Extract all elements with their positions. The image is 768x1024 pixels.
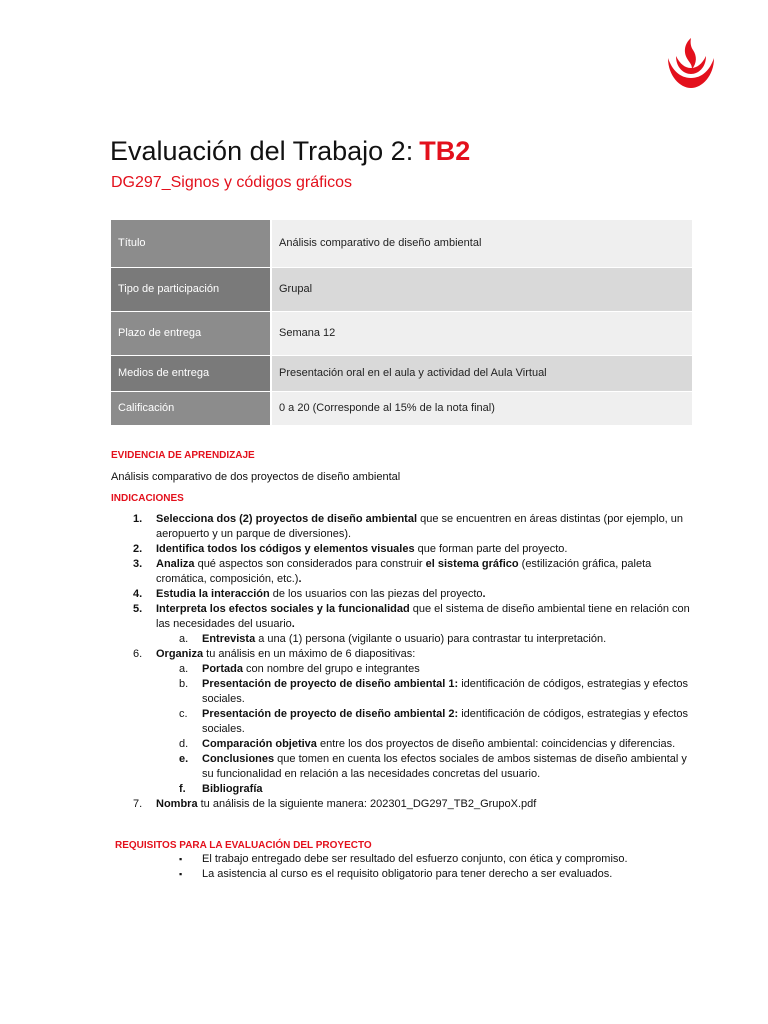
row-key: Medios de entrega [111, 355, 271, 391]
list-item: 1. Selecciona dos (2) proyectos de diseño ambiental que se encuentren en áreas distintas (por ejemplo, un aeropuerto y un parque de diversiones). [133, 513, 684, 540]
row-value: 0 a 20 (Corresponde al 15% de la nota final) [271, 391, 692, 425]
sub-item: b. Presentación de proyecto de diseño ambiental 1: identificación de códigos, estrategias y efectos sociales. [179, 678, 689, 705]
sub-item: e. Conclusiones que tomen en cuenta los efectos sociales de ambos sistemas de diseño ambiental y su funcionalidad en relación a las necesidades concretas del usuario. [179, 753, 687, 780]
table-row [111, 391, 692, 425]
sub-item: a. Entrevista a una (1) persona (vigilante o usuario) para contrastar tu interpretación. [179, 633, 607, 645]
row-value: Grupal [271, 267, 692, 311]
requisitos-list [111, 852, 691, 882]
sub-item: f. Bibliografía [179, 783, 263, 795]
bullet-icon: ▪ [179, 854, 183, 864]
row-key: Plazo de entrega [111, 311, 271, 355]
sub-item: a. Portada con nombre del grupo e integrantes [179, 663, 420, 675]
info-table [111, 220, 692, 425]
list-item: 6. Organiza tu análisis en un máximo de 6 diapositivas: [133, 648, 416, 660]
list-item: 3. Analiza qué aspectos son considerados para construir el sistema gráfico (estilización gráfica, paleta cromática, composición, etc.). [133, 558, 652, 585]
row-value: Presentación oral en el aula y actividad del Aula Virtual [271, 355, 692, 391]
evidencia-heading: EVIDENCIA DE APRENDIZAJE [111, 450, 255, 461]
requisitos-heading: REQUISITOS PARA LA EVALUACIÓN DEL PROYECTO [115, 840, 372, 851]
list-item: ▪ El trabajo entregado debe ser resultado del esfuerzo conjunto, con ética y compromiso. [179, 853, 628, 865]
table-row [111, 355, 692, 391]
table-row [111, 267, 692, 311]
list-item: 2. Identifica todos los códigos y elementos visuales que forman parte del proyecto. [133, 543, 568, 555]
sub-item: d. Comparación objetiva entre los dos proyectos de diseño ambiental: coincidencias y diferencias. [179, 738, 676, 750]
row-key: Tipo de participación [111, 267, 271, 311]
bullet-icon: ▪ [179, 869, 183, 879]
table-row [111, 311, 692, 355]
page-subtitle: DG297_Signos y códigos gráficos [111, 174, 353, 191]
evidencia-text: Análisis comparativo de dos proyectos de diseño ambiental [111, 471, 401, 483]
upc-logo-icon [664, 36, 718, 90]
indicaciones-list [111, 512, 691, 812]
list-item: 7. Nombra tu análisis de la siguiente manera: 202301_DG297_TB2_GrupoX.pdf [133, 798, 537, 810]
row-key: Calificación [111, 391, 271, 425]
table-row [111, 220, 692, 267]
page-title: Evaluación del Trabajo 2: TB2 [110, 136, 471, 166]
title-code: TB2 [419, 136, 471, 166]
row-value: Semana 12 [271, 311, 692, 355]
sub-item: c. Presentación de proyecto de diseño ambiental 2: identificación de códigos, estrategias y efectos sociales. [179, 708, 689, 735]
row-key: Título [111, 220, 271, 267]
list-item: ▪ La asistencia al curso es el requisito obligatorio para tener derecho a ser evaluados. [179, 868, 613, 880]
list-item: 4. Estudia la interacción de los usuarios con las piezas del proyecto. [133, 588, 486, 600]
indicaciones-heading: INDICACIONES [111, 493, 184, 504]
list-item: 5. Interpreta los efectos sociales y la funcionalidad que el sistema de diseño ambiental tiene en relación con las necesidades del usuario. [133, 603, 690, 630]
row-value: Análisis comparativo de diseño ambiental [271, 220, 692, 267]
